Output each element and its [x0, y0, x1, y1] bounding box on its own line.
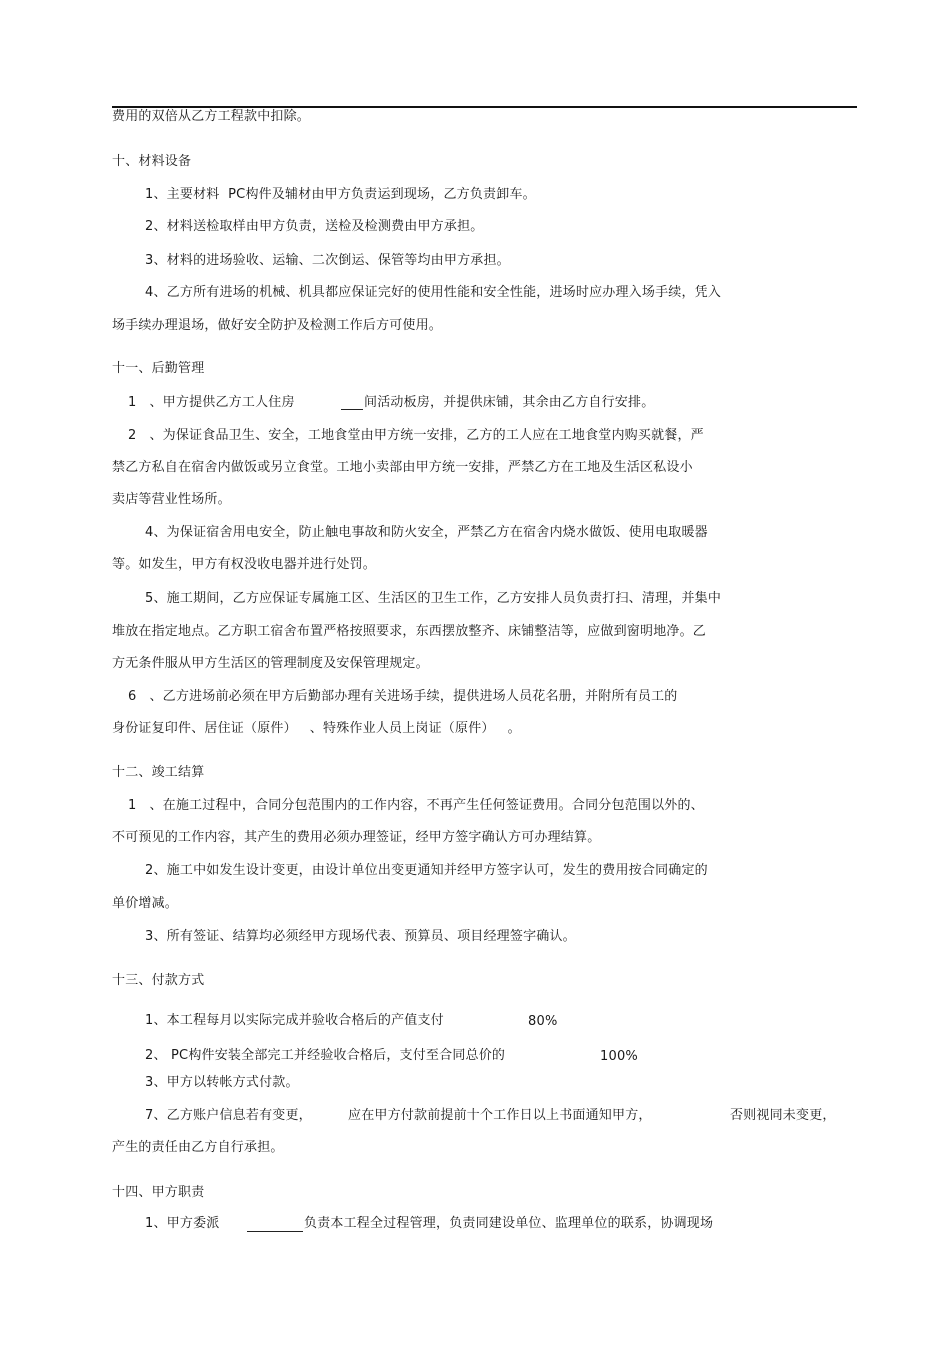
text-line: 2、 PC构件安装全部完工并经验收合格后，支付至合同总价的: [145, 1048, 506, 1063]
text-line: 不可预见的工作内容，其产生的费用必须办理签证，经甲方签字确认方可办理结算。: [112, 830, 601, 845]
blank-field: [341, 396, 363, 410]
text-line: 场手续办理退场，做好安全防护及检测工作后方可使用。: [112, 318, 443, 333]
text-line: 3、甲方以转帐方式付款。: [145, 1075, 299, 1090]
text-line: 堆放在指定地点。乙方职工宿舍布置严格按照要求，东西摆放整齐、床铺整洁等，应做到窗明地净。乙: [112, 624, 707, 639]
section-heading: 十四、甲方职责: [112, 1185, 205, 1200]
text-line: 禁乙方私自在宿舍内做饭或另立食堂。工地小卖部由甲方统一安排，严禁乙方在工地及生活区私设小: [112, 460, 693, 475]
blank-field: [247, 1218, 303, 1232]
text-line: 1 、甲方提供乙方工人住房: [128, 395, 295, 410]
section-heading: 十、材料设备: [112, 154, 192, 169]
text-line: 2、施工中如发生设计变更，由设计单位出变更通知并经甲方签字认可，发生的费用按合同确定的: [145, 863, 708, 878]
text-line: 7、乙方账户信息若有变更，: [145, 1108, 312, 1123]
text-line: 4、为保证宿舍用电安全，防止触电事故和防火安全，严禁乙方在宿舍内烧水做饭、使用电取暖器: [145, 525, 708, 540]
text-line: 应在甲方付款前提前十个工作日以上书面通知甲方，: [348, 1108, 652, 1123]
text-line: 1、甲方委派: [145, 1216, 220, 1231]
text-line: 4、乙方所有进场的机械、机具都应保证完好的使用性能和安全性能，进场时应办理入场手续，凭入: [145, 285, 722, 300]
header-rule: [112, 106, 857, 108]
text-line: 身份证复印件、居住证（原件） 、特殊作业人员上岗证（原件） 。: [112, 721, 521, 736]
text-line: 卖店等营业性场所。: [112, 492, 231, 507]
percentage-value: 100%: [600, 1049, 638, 1064]
text-line: 产生的责任由乙方自行承担。: [112, 1140, 284, 1155]
text-line: 2、材料送检取样由甲方负责，送检及检测费由甲方承担。: [145, 219, 484, 234]
text-line: 等。如发生，甲方有权没收电器并进行处罚。: [112, 557, 377, 572]
text-line: 否则视同未变更，: [730, 1108, 836, 1123]
section-heading: 十三、付款方式: [112, 973, 205, 988]
text-line: 负责本工程全过程管理，负责同建设单位、监理单位的联系，协调现场: [304, 1216, 714, 1231]
text-line: 2 、为保证食品卫生、安全，工地食堂由甲方统一安排，乙方的工人应在工地食堂内购买就餐，严: [128, 428, 704, 443]
text-line: 6 、乙方进场前必须在甲方后勤部办理有关进场手续，提供进场人员花名册，并附所有员工的: [128, 689, 678, 704]
text-line: 5、施工期间，乙方应保证专属施工区、生活区的卫生工作，乙方安排人员负责打扫、清理，并集中: [145, 591, 722, 606]
text-line: 1 、在施工过程中，合同分包范围内的工作内容，不再产生任何签证费用。合同分包范围以外的、: [128, 798, 704, 813]
percentage-value: 80%: [528, 1014, 558, 1029]
text-line: 3、所有签证、结算均必须经甲方现场代表、预算员、项目经理签字确认。: [145, 929, 576, 944]
text-line: 费用的双倍从乙方工程款中扣除。: [112, 109, 311, 124]
text-line: 间活动板房，并提供床铺，其余由乙方自行安排。: [364, 395, 655, 410]
section-heading: 十一、后勤管理: [112, 361, 205, 376]
text-line: 1、本工程每月以实际完成并验收合格后的产值支付: [145, 1013, 444, 1028]
section-heading: 十二、竣工结算: [112, 765, 205, 780]
text-line: 方无条件服从甲方生活区的管理制度及安保管理规定。: [112, 656, 429, 671]
text-line: 单价增减。: [112, 896, 179, 911]
text-line: 1、主要材料 PC构件及辅材由甲方负责运到现场，乙方负责卸车。: [145, 187, 536, 202]
text-line: 3、材料的进场验收、运输、二次倒运、保管等均由甲方承担。: [145, 253, 510, 268]
